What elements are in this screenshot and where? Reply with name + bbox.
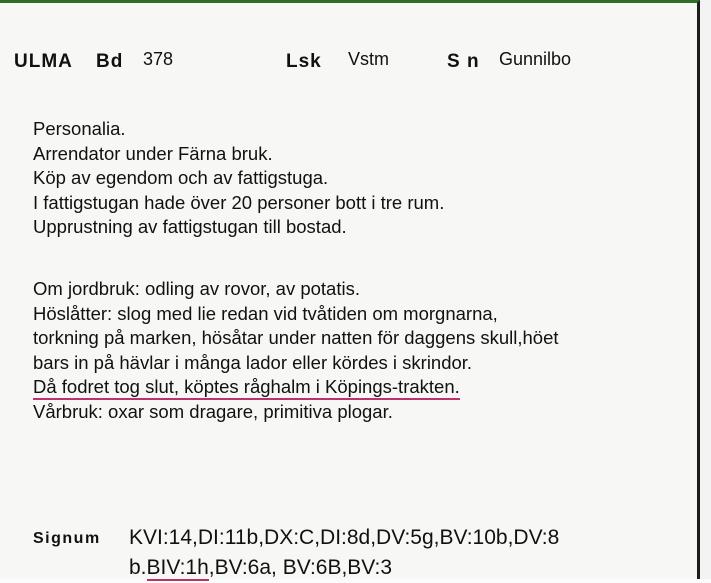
signum-label: Signum	[33, 530, 101, 547]
paragraph-jordbruk	[33, 277, 559, 424]
text-line: Personalia.	[33, 118, 126, 139]
text-line: I fattigstugan hade över 20 personer bott i tre rum.	[33, 191, 445, 213]
paragraph-personalia	[33, 117, 444, 240]
signum-code: ,BV:6a, BV:6B,BV:3	[208, 556, 393, 579]
sn-value: Gunnilbo	[499, 49, 572, 69]
lsk-label: Lsk	[286, 51, 322, 72]
text-line: bars in på hävlar i många lador eller kördes i skrindor.	[33, 351, 473, 373]
scan-edge	[700, 0, 711, 579]
signum-codes	[129, 523, 699, 583]
signum-line-1: KVI:14,DI:11b,DX:C,DI:8d,DV:5g,BV:10b,DV:8	[129, 526, 560, 549]
text-line: torkning på marken, hösåtar under natten för daggens skull,höet	[33, 327, 559, 348]
underlined-text: Då fodret tog slut, köptes råghalm i Köpings-trakten.	[33, 376, 460, 400]
card-header	[10, 43, 690, 73]
lsk-value: Vstm	[348, 49, 390, 69]
signum-code: b.	[129, 556, 147, 579]
text-line: Om jordbruk: odling av rovor, av potatis.	[33, 278, 360, 299]
text-line: Vårbruk: oxar som dragare, primitiva plogar.	[33, 400, 393, 422]
sn-label: S n	[447, 51, 480, 72]
text-line: Höslåtter: slog med lie redan vid tvåtiden om morgnarna,	[33, 302, 498, 324]
text-line: Arrendator under Färna bruk.	[33, 142, 273, 164]
text-line: Upprustning av fattigstugan till bostad.	[33, 216, 347, 237]
archive-label: ULMA	[14, 51, 73, 72]
signum-code-underlined: BIV:1h	[146, 556, 209, 579]
underlined-line	[33, 375, 559, 400]
bd-value: 378	[143, 49, 174, 69]
text-line: Köp av egendom och av fattigstuga.	[33, 167, 329, 188]
bd-label: Bd	[96, 51, 124, 72]
